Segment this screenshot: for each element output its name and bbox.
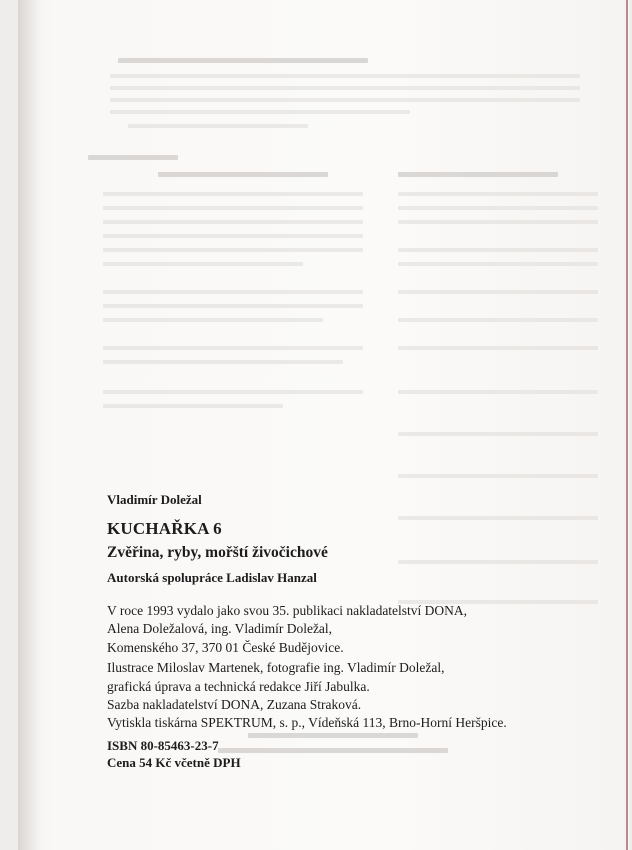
imprint-line: Vytiskla tiskárna SPEKTRUM, s. p., Vídeňská 113, Brno-Horní Heršpice. (107, 715, 507, 730)
imprint-line: Sazba nakladatelství DONA, Zuzana Straková. (107, 697, 362, 712)
imprint-line: Ilustrace Miloslav Martenek, fotografie ing. Vladimír Doležal, (107, 660, 445, 675)
isbn: ISBN 80-85463-23-7 (107, 738, 219, 753)
page-edge (626, 0, 628, 850)
book-title: KUCHAŘKA 6 (107, 519, 222, 538)
imprint-line: grafická úprava a technická redakce Jiří Jabulka. (107, 679, 370, 694)
imprint-line: Alena Doležalová, ing. Vladimír Doležal, (107, 621, 333, 636)
collaboration-credit: Autorská spolupráce Ladislav Hanzal (107, 570, 317, 585)
price: Cena 54 Kč včetně DPH (107, 755, 241, 770)
author-name: Vladimír Doležal (107, 492, 202, 507)
spine-shadow (18, 0, 40, 850)
imprint-line: Komenského 37, 370 01 České Budějovice. (107, 640, 344, 655)
imprint-line: V roce 1993 vydalo jako svou 35. publikaci nakladatelství DONA, (107, 603, 468, 618)
book-subtitle: Zvěřina, ryby, mořští živočichové (107, 544, 328, 561)
